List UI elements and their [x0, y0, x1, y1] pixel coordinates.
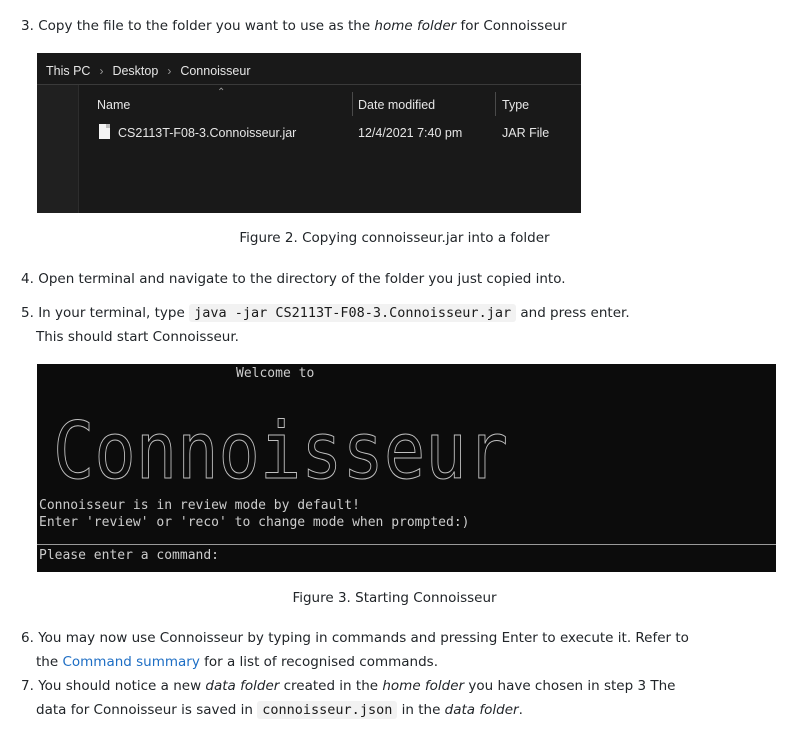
command-code: java -jar CS2113T-F08-3.Connoisseur.jar [189, 304, 516, 322]
step-continuation [21, 652, 689, 672]
terminal-welcome: Welcome to [236, 366, 315, 381]
chevron-right-icon: › [99, 63, 104, 78]
step-5 [21, 303, 630, 347]
step-4 [21, 269, 566, 289]
step-text: data for Connoisseur is saved in [36, 702, 258, 718]
connoisseur-ascii-logo [45, 386, 515, 497]
step-7 [21, 676, 675, 720]
step-text: Open terminal and navigate to the directory of the folder you just copied into. [38, 271, 566, 287]
logo-word: Connoisseur [53, 407, 508, 497]
terminal-prompt: Please enter a command: [39, 548, 220, 563]
file-type: JAR File [502, 126, 550, 140]
step-text: You may now use Connoisseur by typing in commands and pressing Enter to execute it. Refer to [38, 630, 689, 646]
column-divider[interactable] [495, 92, 496, 116]
step-continuation [21, 700, 675, 720]
terminal-line-instructions: Enter 'review' or 'reco' to change mode when prompted:) [39, 515, 470, 530]
step-text: You should notice a new [38, 678, 206, 694]
file-icon [99, 124, 110, 139]
step-number: 3. [21, 18, 34, 34]
emphasis-home-folder: home folder [374, 18, 457, 34]
step-6 [21, 628, 689, 672]
step-3 [21, 16, 567, 36]
step-text: created in the [279, 678, 383, 694]
navigation-pane [37, 85, 79, 213]
step-number: 4. [21, 271, 34, 287]
command-summary-link[interactable]: Command summary [62, 654, 200, 670]
step-text-end: for Connoisseur [456, 18, 567, 34]
sort-up-icon: ⌃ [217, 87, 226, 98]
terminal-divider [37, 544, 776, 545]
figure-2-caption: Figure 2. Copying connoisseur.jar into a folder [239, 230, 550, 246]
step-number: 6. [21, 630, 34, 646]
emphasis-data-folder: data folder [444, 702, 519, 718]
step-text-end: for a list of recognised commands. [199, 654, 438, 670]
column-header-name[interactable]: Name [97, 98, 131, 112]
step-number: 5. [21, 305, 34, 321]
step-text-end: . [518, 702, 523, 718]
step-continuation: This should start Connoisseur. [36, 329, 239, 345]
column-header-date[interactable]: Date modified [358, 98, 436, 112]
figure-3-caption: Figure 3. Starting Connoisseur [292, 590, 497, 606]
step-text: the [36, 654, 63, 670]
breadcrumb [37, 57, 581, 85]
step-text: in the [397, 702, 445, 718]
column-divider[interactable] [352, 92, 353, 116]
terminal-figure [37, 364, 776, 572]
emphasis-home-folder: home folder [382, 678, 465, 694]
file-explorer-figure [37, 53, 581, 213]
chevron-right-icon: › [167, 63, 172, 78]
step-text: In your terminal, type [38, 305, 190, 321]
step-text: Copy the file to the folder you want to use as the [38, 18, 375, 34]
step-number: 7. [21, 678, 34, 694]
column-header-type[interactable]: Type [502, 98, 530, 112]
file-name[interactable]: CS2113T-F08-3.Connoisseur.jar [118, 126, 297, 140]
step-text-end: and press enter. [516, 305, 630, 321]
breadcrumb-desktop[interactable]: Desktop [112, 63, 159, 78]
breadcrumb-this-pc[interactable]: This PC [46, 63, 91, 78]
breadcrumb-connoisseur[interactable]: Connoisseur [180, 63, 251, 78]
terminal-line-review-mode: Connoisseur is in review mode by default! [39, 498, 360, 513]
emphasis-data-folder: data folder [205, 678, 280, 694]
json-file-code: connoisseur.json [257, 701, 397, 719]
step-text: you have chosen in step 3 The [464, 678, 676, 694]
file-date: 12/4/2021 7:40 pm [358, 126, 463, 140]
